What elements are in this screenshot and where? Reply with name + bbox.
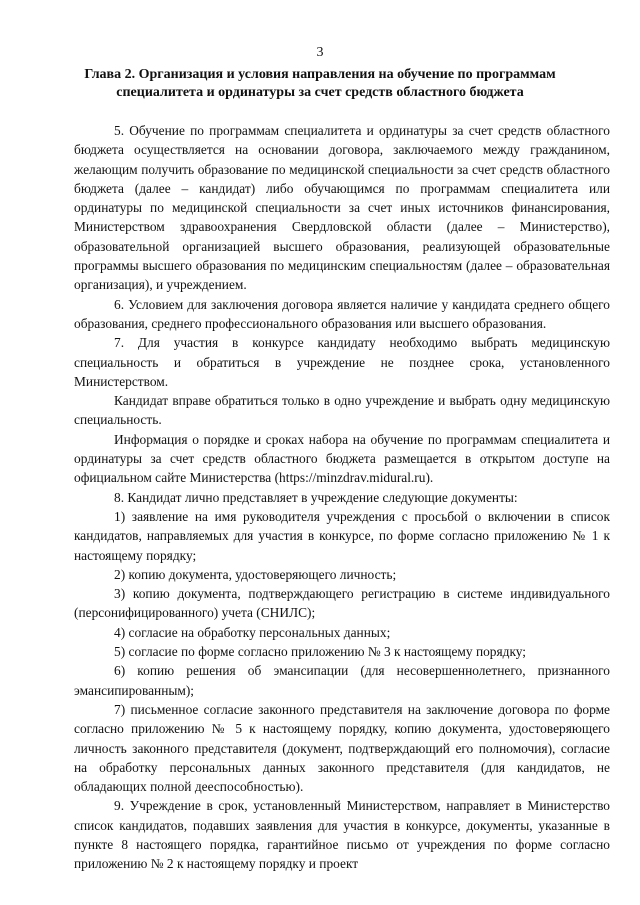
chapter-title-line-1: Глава 2. Организация и условия направления на обучение по программам bbox=[84, 67, 556, 82]
chapter-title-line-2: специалитета и ординатуры за счет средств областного бюджета bbox=[116, 85, 524, 100]
list-item-2: 2) копию документа, удостоверяющего личность; bbox=[114, 566, 397, 582]
paragraph-8: 8. Кандидат лично представляет в учреждение следующие документы: bbox=[114, 489, 518, 505]
paragraph-7-info: Информация о порядке и сроках набора на обучение по программам специалитета и ординатуры за счет средств областного бюджета размещается в открытом доступе на официальном сайте Министерства (https://minzdrav.midural.ru). bbox=[74, 431, 610, 486]
document-body bbox=[74, 121, 610, 874]
list-item-1: 1) заявление на имя руководителя учреждения с просьбой о включении в список кандидатов, направляемых для участия в конкурсе, по форме согласно приложению № 1 к настоящему порядку; bbox=[74, 508, 610, 563]
list-item-6: 6) копию решения об эмансипации (для несовершеннолетнего, признанного эмансипированным); bbox=[74, 663, 610, 698]
list-item-7: 7) письменное согласие законного представителя на заключение договора по форме согласно приложению № 5 к настоящему порядку, копию документа, удостоверяющего личность законного представителя (документ, подтверждающий его полномочия), согласие на обработку персональных данных законного представителя (для кандидатов, не обладающих полной дееспособностью). bbox=[74, 701, 610, 795]
paragraph-9: 9. Учреждение в срок, установленный Министерством, направляет в Министерство список кандидатов, подавших заявления для участия в конкурсе, документы, указанные в пункте 8 настоящего порядка, гарантийное письмо от учреждения по форме согласно приложению № 2 к настоящему порядку и проект bbox=[74, 798, 610, 872]
paragraph-6: 6. Условием для заключения договора является наличие у кандидата среднего общего образования, среднего профессионального образования или высшего образования. bbox=[74, 296, 610, 331]
paragraph-7: 7. Для участия в конкурсе кандидату необходимо выбрать медицинскую специальность и обратиться в учреждение не позднее срока, установленного Министерством. bbox=[74, 335, 610, 389]
list-item-4: 4) согласие на обработку персональных данных; bbox=[114, 624, 391, 640]
paragraph-7-note: Кандидат вправе обратиться только в одно учреждение и выбрать одну медицинскую специальность. bbox=[74, 393, 610, 428]
page-number: 3 bbox=[316, 45, 324, 60]
list-item-5: 5) согласие по форме согласно приложению № 3 к настоящему порядку; bbox=[114, 644, 527, 660]
chapter-title bbox=[74, 66, 566, 102]
paragraph-5: 5. Обучение по программам специалитета и ординатуры за счет средств областного бюджета осуществляется на основании договора, заключаемого между гражданином, желающим получить образование по медицинской специальности за счет средств областного бюджета (далее – кандидат) либо обучающимся по программам специалитета или ординатуры по медицинской специальности за счет иных источников финансирования, Министерством здравоохранения Свердловской области (далее – Министерство), образовательной организацией высшего образования, реализующей образовательные программы высшего образования по медицинским специальностям (далее – образовательная организация), и учреждением. bbox=[74, 123, 610, 293]
list-item-3: 3) копию документа, подтверждающего регистрацию в системе индивидуального (персонифицированного) учета (СНИЛС); bbox=[74, 586, 610, 621]
